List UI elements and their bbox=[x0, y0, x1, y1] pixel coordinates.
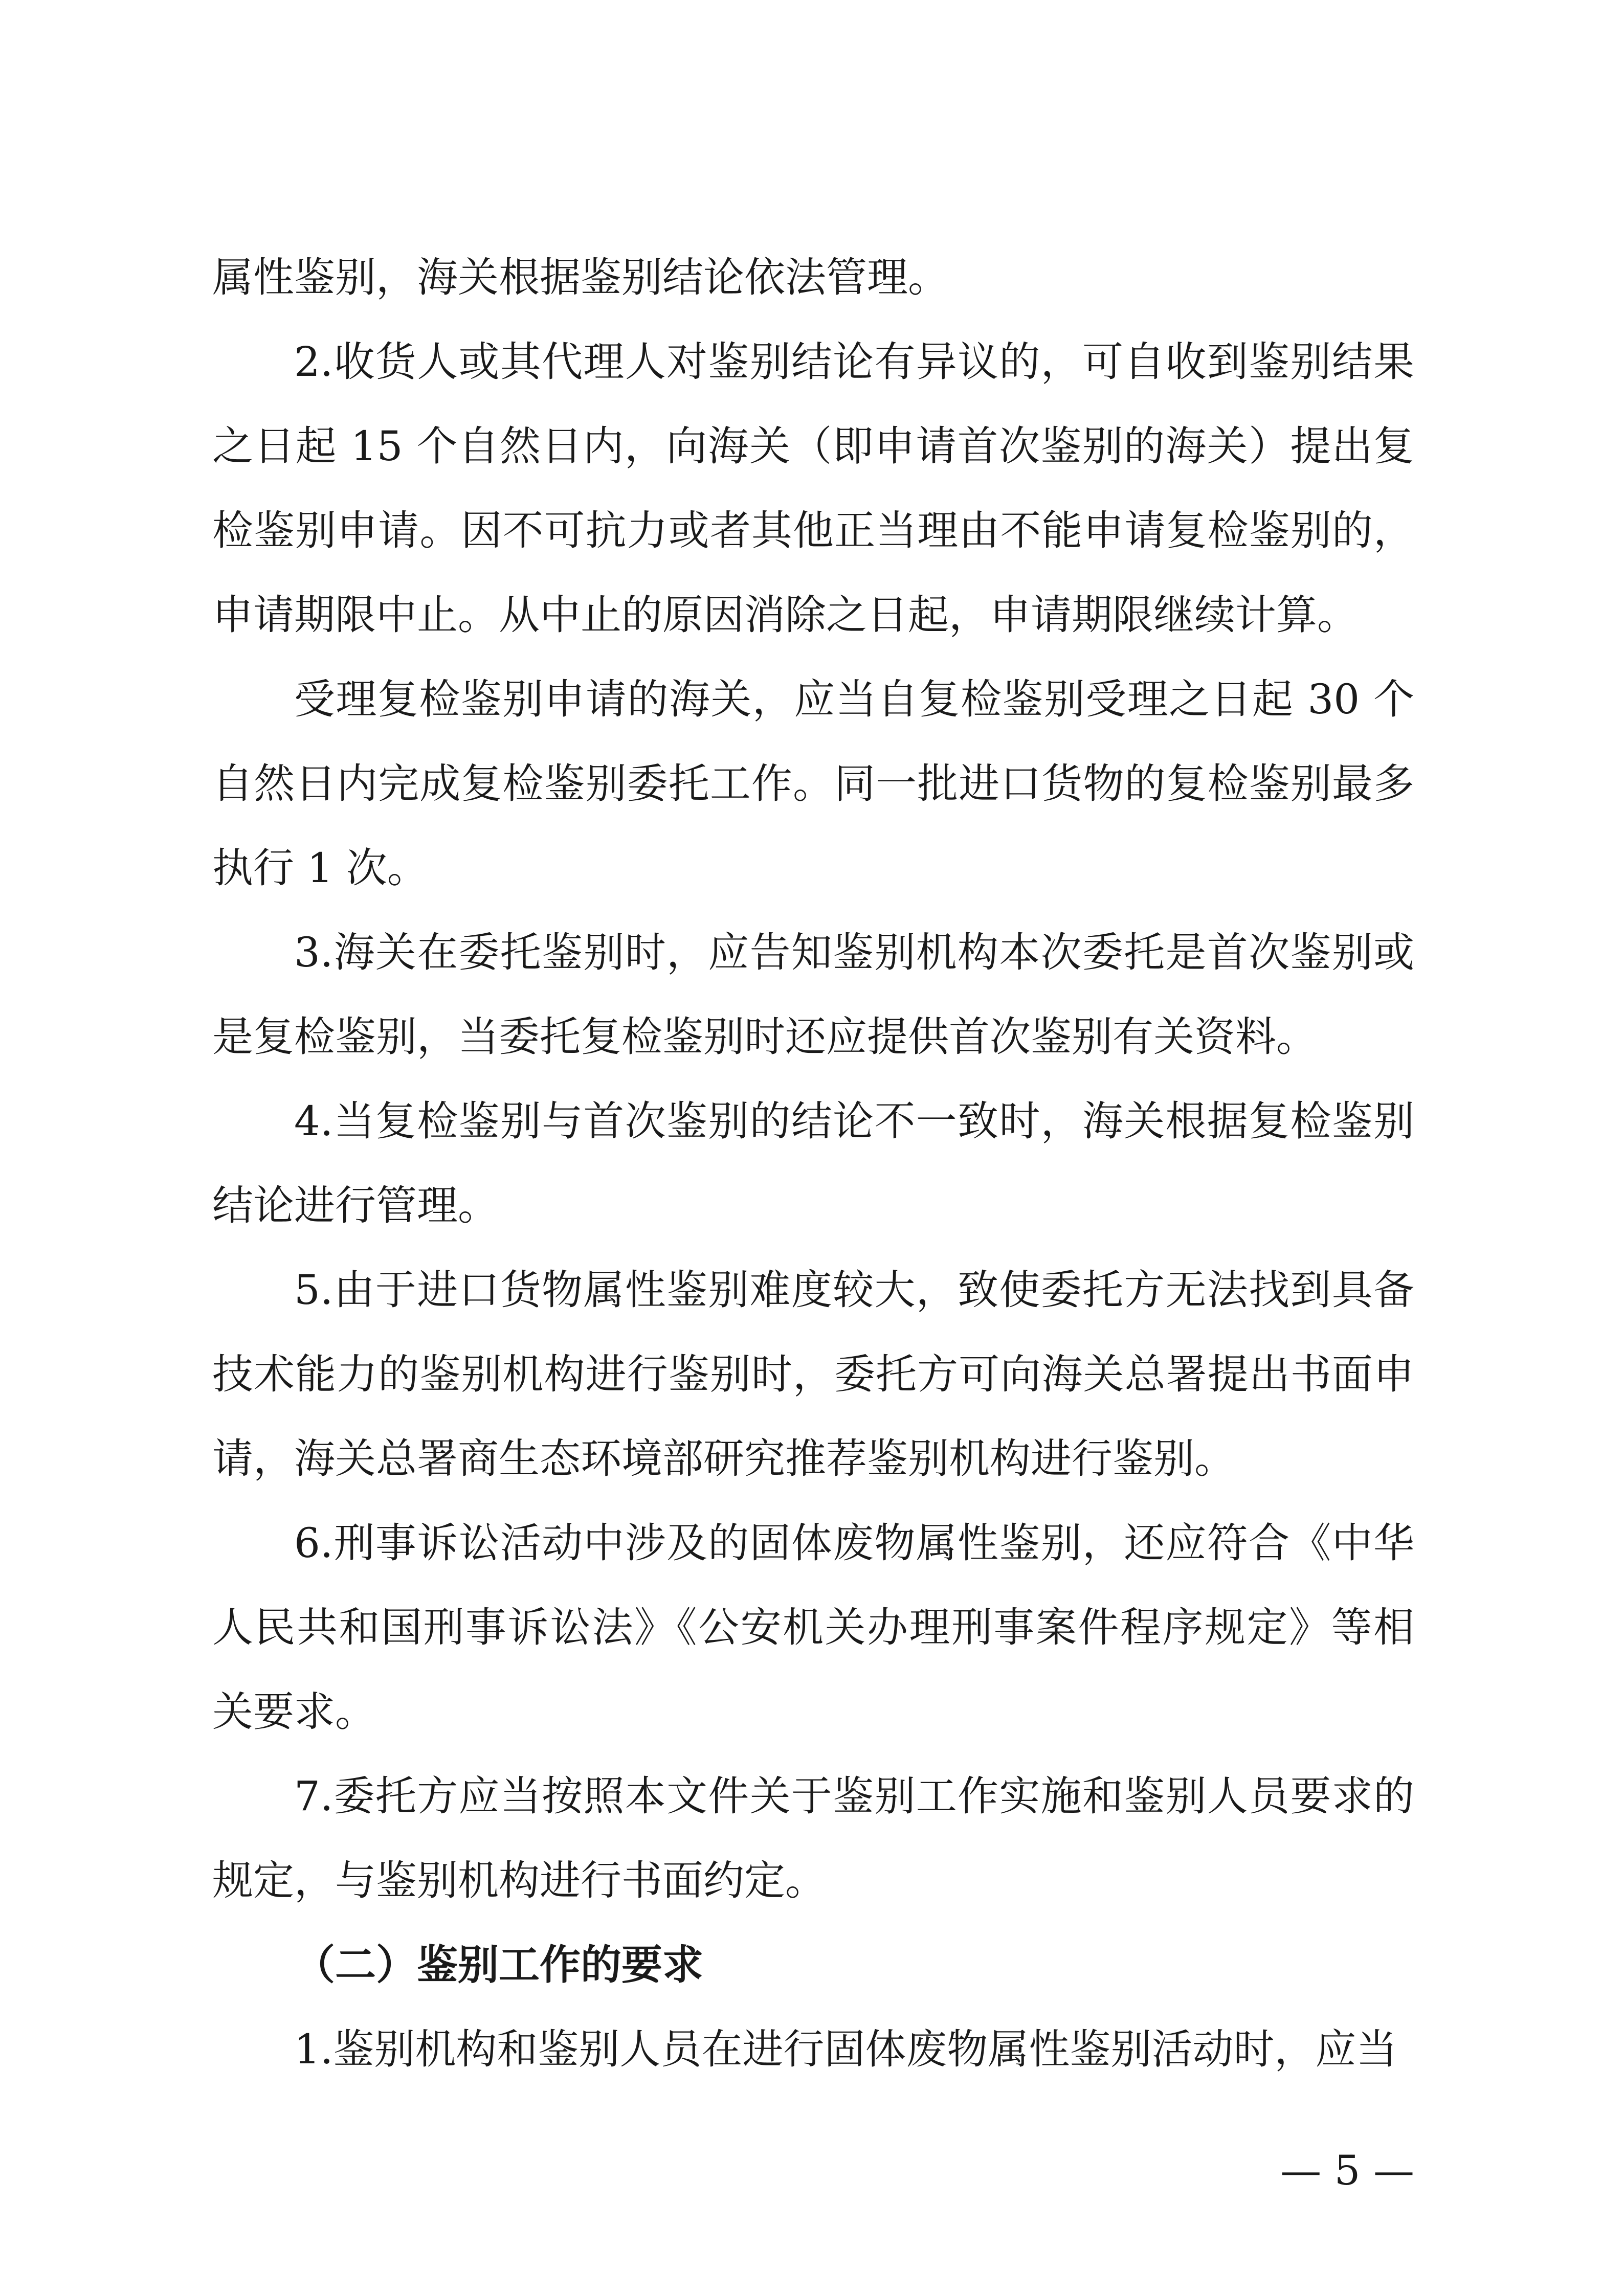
paragraph-item-7: 7.委托方应当按照本文件关于鉴别工作实施和鉴别人员要求的规定，与鉴别机构进行书面约定。 bbox=[212, 1772, 1414, 1904]
paragraph-item-4: 4.当复检鉴别与首次鉴别的结论不一致时，海关根据复检鉴别结论进行管理。 bbox=[212, 1097, 1414, 1229]
paragraph-requirement-1: 1.鉴别机构和鉴别人员在进行固体废物属性鉴别活动时，应当 bbox=[294, 2025, 1397, 2073]
paragraph-review-acceptance: 受理复检鉴别申请的海关，应当自复检鉴别受理之日起 30 个自然日内完成复检鉴别委托工作。同一批进口货物的复检鉴别最多执行 1 次。 bbox=[212, 676, 1414, 892]
paragraph-continuation: 属性鉴别，海关根据鉴别结论依法管理。 bbox=[212, 254, 949, 301]
paragraph-item-6: 6.刑事诉讼活动中涉及的固体废物属性鉴别，还应符合《中华人民共和国刑事诉讼法》《公安机关办理刑事案件程序规定》等相关要求。 bbox=[212, 1519, 1414, 1736]
document-body bbox=[212, 235, 1414, 2091]
paragraph-item-2: 2.收货人或其代理人对鉴别结论有异议的，可自收到鉴别结果之日起 15 个自然日内，向海关（即申请首次鉴别的海关）提出复检鉴别申请。因不可抗力或者其他正当理由不能申请复检鉴别的，申请期限中止。从中止的原因消除之日起，申请期限继续计算。 bbox=[212, 338, 1414, 639]
page-number: — 5 — bbox=[1280, 2147, 1414, 2194]
paragraph-item-3: 3.海关在委托鉴别时，应告知鉴别机构本次委托是首次鉴别或是复检鉴别，当委托复检鉴别时还应提供首次鉴别有关资料。 bbox=[212, 929, 1414, 1061]
section-heading: （二）鉴别工作的要求 bbox=[294, 1941, 703, 1989]
paragraph-item-5: 5.由于进口货物属性鉴别难度较大，致使委托方无法找到具备技术能力的鉴别机构进行鉴别时，委托方可向海关总署提出书面申请，海关总署商生态环境部研究推荐鉴别机构进行鉴别。 bbox=[212, 1266, 1414, 1482]
